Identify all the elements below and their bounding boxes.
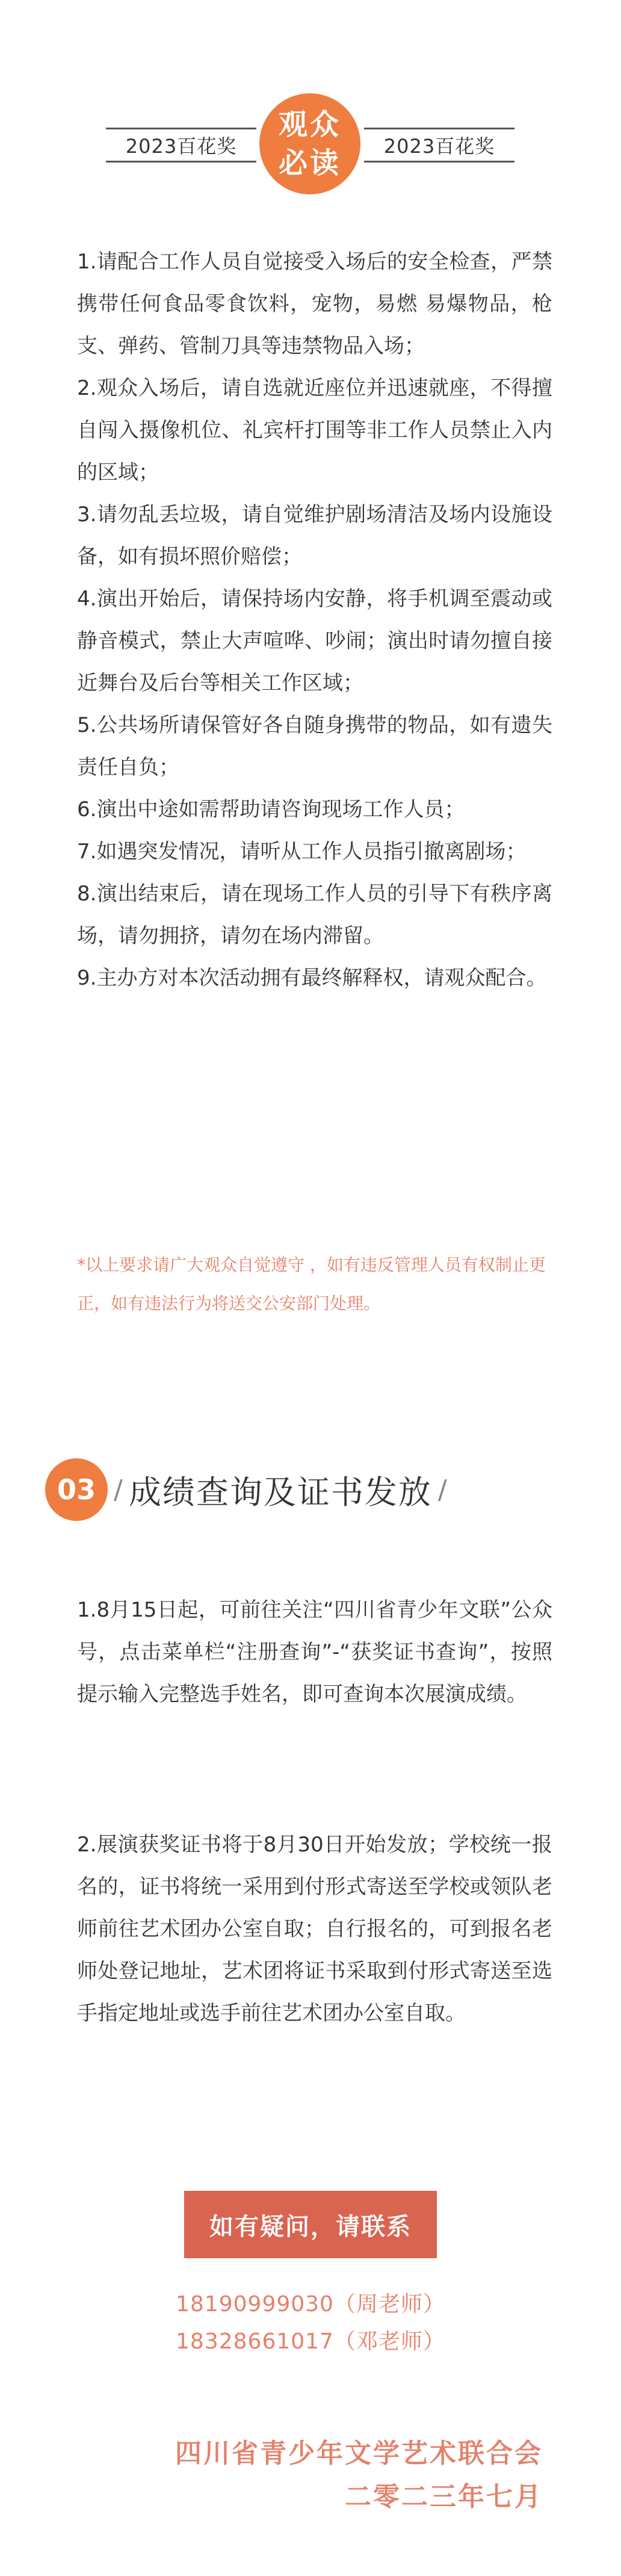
rule-item: 4.演出开始后，请保持场内安静，将手机调至震动或静音模式，禁止大声喧哗、吵闹；演出时请勿擅自接近舞台及后台等相关工作区域；	[77, 587, 552, 695]
heading-slash-left: /	[114, 1474, 123, 1505]
contact-button[interactable]: 如有疑问，请联系	[184, 2191, 437, 2258]
certificate-paragraph: 2.展演获奖证书将于8月30日开始发放；学校统一报名的，证书将统一采用到付形式寄送至学校或领队老师前往艺术团办公室自取；自行报名的，可到报名老师处登记地址，艺术团将证书采取到付形式寄送至选手指定地址或选手前往艺术团办公室自取。	[77, 1833, 552, 2025]
footer-date: 二零二三年七月	[345, 2482, 543, 2512]
rule-item: 1.请配合工作人员自觉接受入场后的安全检查，严禁携带任何食品零食饮料，宠物，易燃 易爆物品，枪支、弹药、管制刀具等违禁物品入场；	[77, 250, 552, 358]
footer-organization: 四川省青少年文学艺术联合会	[175, 2438, 543, 2469]
badge-line2: 必读	[278, 146, 341, 180]
results-query-paragraph: 1.8月15日起，可前往关注“四川省青少年文联”公众号，点击菜单栏“注册查询”-“获奖证书查询”，按照提示输入完整选手姓名，即可查询本次展演成绩。	[77, 1598, 552, 1706]
rule-item: 9.主办方对本次活动拥有最终解释权，请观众配合。	[77, 966, 547, 990]
section-heading	[45, 1457, 453, 1523]
rule-item: 3.请勿乱丢垃圾，请自觉维护剧场清洁及场内设施设备，如有损坏照价赔偿；	[77, 503, 552, 569]
year-label-left: 2023百花奖	[106, 128, 256, 163]
heading-slash-right: /	[437, 1474, 447, 1505]
rule-item: 6.演出中途如需帮助请咨询现场工作人员；	[77, 797, 465, 822]
year-label-right: 2023百花奖	[364, 128, 514, 163]
contact-phone-deng[interactable]: 18328661017（邓老师）	[176, 2329, 445, 2354]
rule-item: 7.如遇突发情况，请听从工作人员指引撤离剧场；	[77, 840, 527, 864]
contact-phone-zhou[interactable]: 18190999030（周老师）	[176, 2292, 445, 2317]
header-banner	[0, 90, 621, 211]
rule-item: 5.公共场所请保管好各自随身携带的物品，如有遗失责任自负；	[77, 713, 552, 779]
rules-list	[77, 241, 552, 999]
section-number-badge: 03	[45, 1458, 108, 1521]
rule-item: 2.观众入场后，请自选就近座位并迅速就座，不得擅自闯入摄像机位、礼宾杆打围等非工作人员禁止入内的区域；	[77, 376, 552, 485]
audience-notice-badge	[259, 93, 360, 194]
badge-line1: 观众	[278, 108, 341, 141]
rules-footnote: *以上要求请广大观众自觉遵守 ，如有违反管理人员有权制止更正，如有违法行为将送交公安部门处理。	[77, 1255, 546, 1313]
rule-item: 8.演出结束后，请在现场工作人员的引导下有秩序离场，请勿拥挤，请勿在场内滞留。	[77, 882, 552, 948]
section-title: 成绩查询及证书发放	[128, 1473, 432, 1511]
